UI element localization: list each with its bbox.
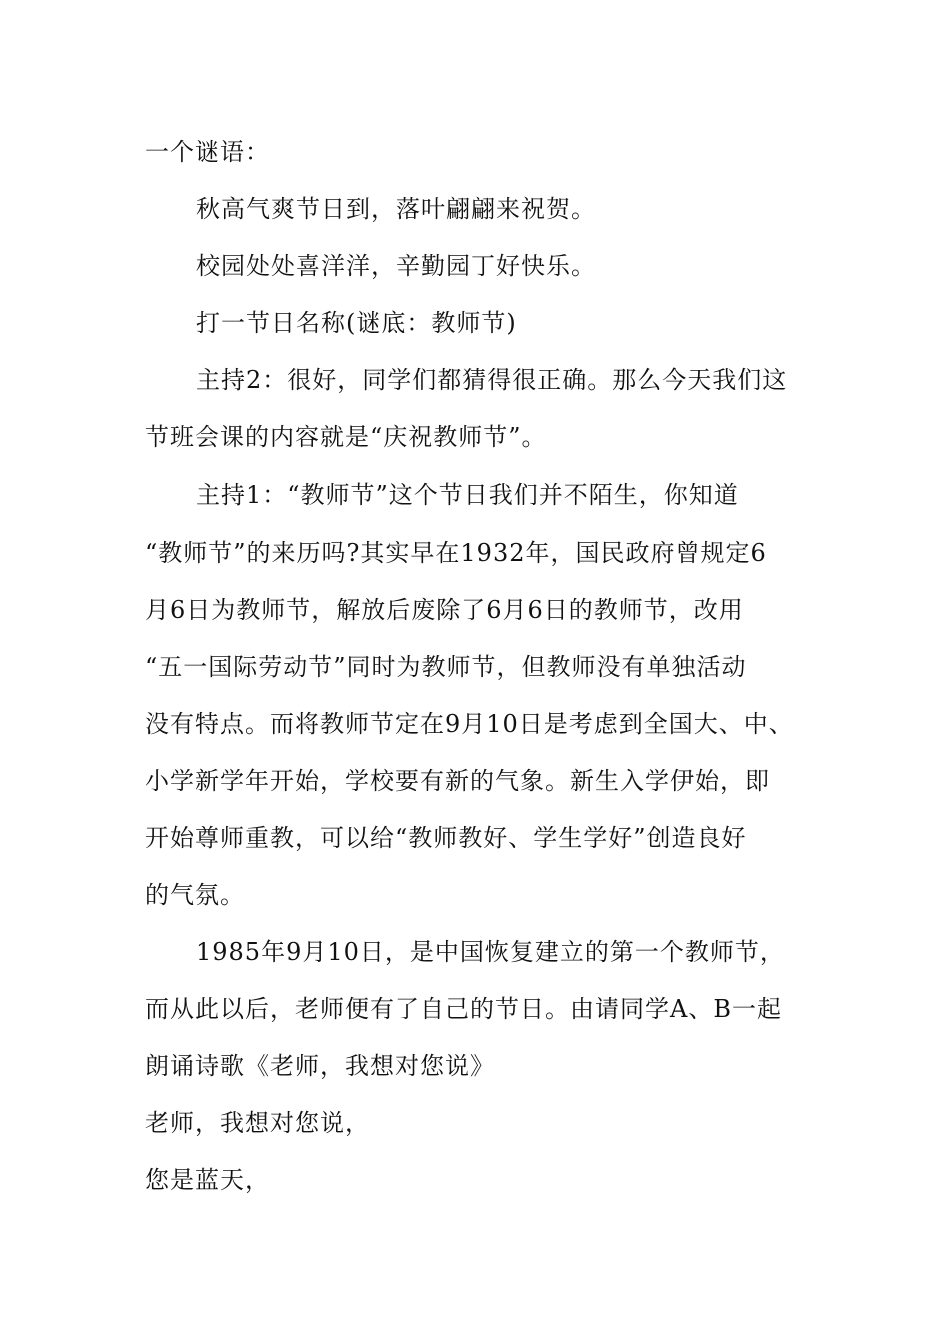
host1-line-3: 月6日为教师节，解放后废除了6月6日的教师节，改用 (145, 596, 744, 624)
host2-line-2: 节班会课的内容就是“庆祝教师节”。 (145, 423, 547, 451)
host1-line-5: 没有特点。而将教师节定在9月10日是考虑到全国大、中、 (145, 710, 794, 738)
host1-line-4: “五一国际劳动节”同时为教师节，但教师没有单独活动 (145, 653, 747, 681)
poem-line-2: 您是蓝天， (145, 1166, 270, 1194)
riddle-line-1: 秋高气爽节日到，落叶翩翩来祝贺。 (196, 195, 596, 223)
poem-line-1: 老师，我想对您说， (145, 1109, 370, 1137)
host1-line-1: 主持1：“教师节”这个节日我们并不陌生，你知道 (196, 481, 739, 509)
riddle-line-2: 校园处处喜洋洋，辛勤园丁好快乐。 (196, 252, 596, 280)
host1-line-6: 小学新学年开始，学校要有新的气象。新生入学伊始，即 (145, 767, 770, 795)
host1-line-2: “教师节”的来历吗?其实早在1932年，国民政府曾规定6 (145, 539, 767, 567)
history-line-1: 1985年9月10日，是中国恢复建立的第一个教师节， (196, 938, 785, 966)
poem-intro: 朗诵诗歌《老师，我想对您说》 (145, 1052, 495, 1080)
history-line-2: 而从此以后，老师便有了自己的节日。由请同学A、B一起 (145, 995, 782, 1023)
riddle-answer: 打一节日名称(谜底：教师节) (196, 309, 517, 337)
host1-line-7: 开始尊师重教，可以给“教师教好、学生学好”创造良好 (145, 824, 747, 852)
host1-line-8: 的气氛。 (145, 881, 245, 909)
riddle-intro: 一个谜语： (145, 138, 270, 166)
host2-line-1: 主持2：很好，同学们都猜得很正确。那么今天我们这 (196, 366, 788, 394)
